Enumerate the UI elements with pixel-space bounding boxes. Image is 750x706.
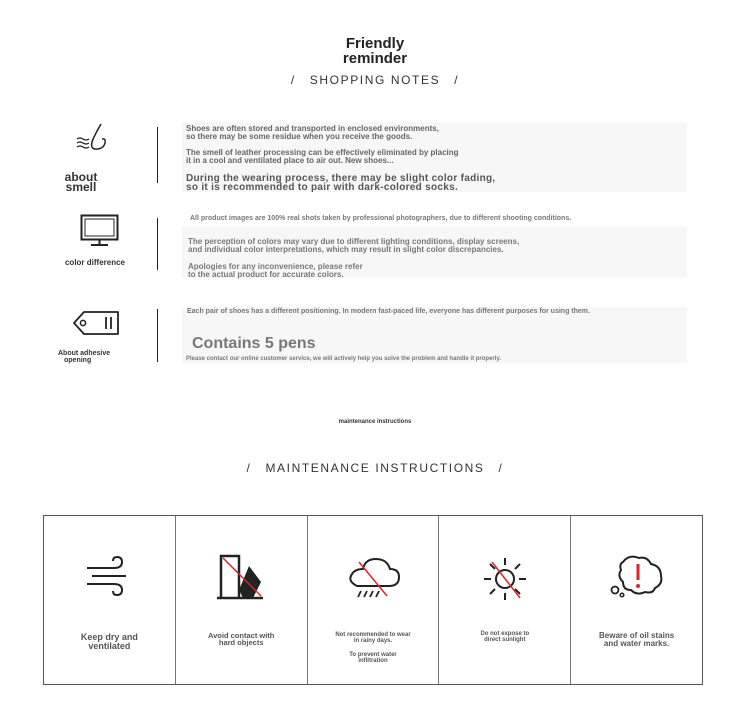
note-adhesive-text-2: Please contact our online customer service, we will actively help you solve the problem and handle it properly. <box>186 356 501 362</box>
title-line-2: reminder <box>342 50 408 67</box>
oil-stain-icon <box>607 554 667 598</box>
note-color-text-1: All product images are 100% real shots taken by professional photographers, due to different shooting conditions. <box>190 215 572 222</box>
maintenance-item-hard-objects <box>176 516 308 684</box>
note-adhesive-headline: Contains 5 pens <box>192 335 316 352</box>
hard-objects-label: Avoid contact with hard objects <box>208 631 275 647</box>
note-adhesive-label-line2: opening <box>64 357 92 364</box>
note-smell-label-line2: smell <box>65 180 97 194</box>
note-smell-text-1: Shoes are often stored and transported in enclosed environments, so there may be some residue when you receive the goods. <box>186 124 439 141</box>
note-smell-divider <box>157 127 158 183</box>
note-color-label: color difference <box>64 258 125 267</box>
maintenance-tiny-label: maintenance instructions <box>338 419 412 425</box>
note-smell-label <box>50 172 112 192</box>
heading-slash-left: / <box>246 461 252 475</box>
maintenance-heading <box>0 461 750 475</box>
keep-dry-label: Keep dry and ventilated <box>80 632 138 651</box>
note-adhesive-label <box>58 350 132 364</box>
heading-slash-right: / <box>454 73 460 87</box>
note-smell-label-line1: about <box>64 170 98 184</box>
note-color-text-3: Apologies for any inconvenience, please refer to the actual product for accurate colors. <box>188 262 363 279</box>
maintenance-title: MAINTENANCE INSTRUCTIONS <box>265 461 485 475</box>
tag-icon <box>72 309 122 337</box>
note-adhesive-divider <box>157 309 158 362</box>
shopping-notes-title: SHOPPING NOTES <box>309 73 441 87</box>
note-smell-text-2: The smell of leather processing can be effectively eliminated by placing it in a cool and ventilated place to air out. New shoes... <box>186 148 459 165</box>
maintenance-item-oil-stains <box>571 516 702 684</box>
maintenance-item-keep-dry <box>44 516 176 684</box>
heading-slash-right: / <box>498 461 504 475</box>
rain-label: Not recommended to wear in rainy days. <box>335 632 411 644</box>
note-color-text-2: The perception of colors may vary due to different lighting conditions, display screens, and individual color interpretations, which may result in slight color discrepancies. <box>188 237 520 254</box>
no-rain-icon <box>343 556 403 602</box>
heading-slash-left: / <box>290 73 296 87</box>
sunlight-label: Do not expose to direct sunlight <box>480 631 530 643</box>
no-hard-objects-icon <box>215 552 267 602</box>
note-smell-text-3: During the wearing process, there may be slight color fading, so it is recommended to pair with dark-colored socks. <box>186 173 496 193</box>
note-color-divider <box>157 218 158 270</box>
note-adhesive-text-1: Each pair of shoes has a different positioning. In modern fast-paced life, everyone has different purposes for using them. <box>187 308 590 315</box>
title-line-1: Friendly <box>345 35 405 52</box>
nose-icon <box>74 122 114 154</box>
no-sun-icon <box>480 554 530 604</box>
maintenance-item-rain <box>308 516 440 684</box>
reminder-title <box>320 36 430 66</box>
wind-icon <box>84 554 134 598</box>
shopping-notes-heading <box>0 73 750 87</box>
note-adhesive-label-line1: About adhesive <box>58 350 111 357</box>
oil-stains-label: Beware of oil stains and water marks. <box>599 631 675 648</box>
rain-sub-label: To prevent water infiltration <box>349 652 397 664</box>
maintenance-item-sunlight <box>439 516 571 684</box>
monitor-icon <box>80 214 120 248</box>
maintenance-grid <box>43 515 703 685</box>
